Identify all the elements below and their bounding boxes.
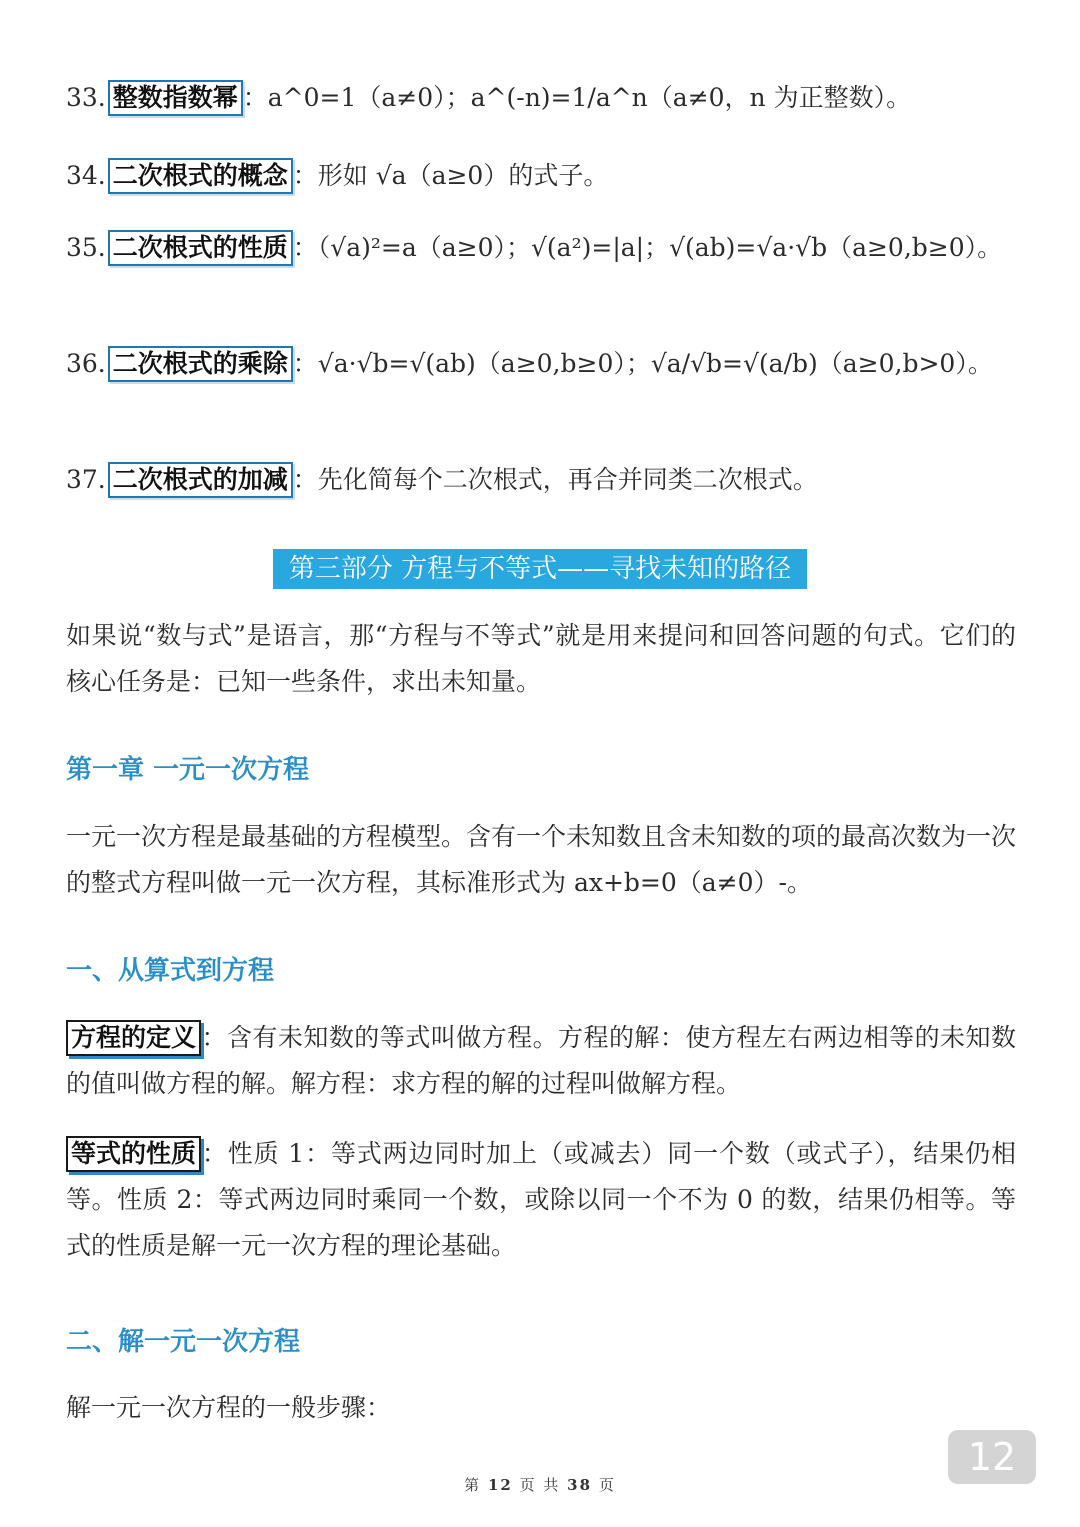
footer-suffix: 页 bbox=[598, 1476, 616, 1494]
item-text: ：a^0=1（a≠0）；a^(-n)=1/a^n（a≠0，n 为正整数）。 bbox=[242, 83, 912, 112]
item-number: 37. bbox=[66, 465, 106, 494]
item-term: 二次根式的乘除 bbox=[108, 346, 293, 382]
footer-prefix: 第 bbox=[464, 1476, 482, 1494]
definition-equality-properties bbox=[66, 1131, 1016, 1269]
page-footer bbox=[0, 1474, 1080, 1495]
item-number: 34. bbox=[66, 161, 106, 190]
item-text: ：先化简每个二次根式，再合并同类二次根式。 bbox=[292, 465, 818, 494]
definition-text: ：含有未知数的等式叫做方程。方程的解：使方程左右两边相等的未知数的值叫做方程的解。解方程：求方程的解的过程叫做解方程。 bbox=[66, 1023, 1016, 1098]
item-text: ：（√a)²=a（a≥0）；√(a²)=|a|；√(ab)=√a·√b（a≥0,b≥0）。 bbox=[292, 233, 1003, 262]
item-term: 整数指数幂 bbox=[108, 80, 243, 116]
chapter-title: 第一章 一元一次方程 bbox=[66, 755, 310, 785]
page-number-badge: 12 bbox=[948, 1430, 1036, 1484]
item-37 bbox=[66, 458, 1026, 502]
item-term: 二次根式的加减 bbox=[108, 462, 293, 498]
part-title: 第三部分 方程与不等式——寻找未知的路径 bbox=[273, 549, 807, 589]
intro-paragraph: 如果说“数与式”是语言，那“方程与不等式”就是用来提问和回答问题的句式。它们的核心任务是：已知一些条件，求出未知量。 bbox=[66, 621, 1016, 696]
item-term: 二次根式的性质 bbox=[108, 230, 293, 266]
item-number: 35. bbox=[66, 233, 106, 262]
footer-current-page: 12 bbox=[487, 1476, 513, 1494]
definition-equation bbox=[66, 1015, 1016, 1107]
footer-total-pages: 38 bbox=[567, 1476, 593, 1494]
item-35 bbox=[66, 225, 1016, 271]
item-text: ：√a·√b=√(ab)（a≥0,b≥0）；√a/√b=√(a/b)（a≥0,b>0）。 bbox=[292, 349, 993, 378]
steps-intro: 解一元一次方程的一般步骤： bbox=[66, 1393, 392, 1422]
footer-middle: 页 共 bbox=[519, 1476, 561, 1494]
definition-text: ：性质 1：等式两边同时加上（或减去）同一个数（或式子），结果仍相等。性质 2：等式两边同时乘同一个数，或除以同一个不为 0 的数，结果仍相等。等式的性质是解一元一次方程的理论基础。 bbox=[66, 1139, 1016, 1260]
item-33 bbox=[66, 76, 1026, 120]
item-number: 36. bbox=[66, 349, 106, 378]
item-number: 33. bbox=[66, 83, 106, 112]
item-34 bbox=[66, 154, 1026, 198]
section-title-2: 二、解一元一次方程 bbox=[66, 1327, 301, 1357]
item-36 bbox=[66, 341, 1016, 387]
section-title-1: 一、从算式到方程 bbox=[66, 956, 275, 986]
item-term: 二次根式的概念 bbox=[108, 158, 293, 194]
definition-term: 方程的定义 bbox=[66, 1020, 201, 1056]
item-text: ：形如 √a（a≥0）的式子。 bbox=[292, 161, 609, 190]
definition-term: 等式的性质 bbox=[66, 1136, 201, 1172]
chapter-intro: 一元一次方程是最基础的方程模型。含有一个未知数且含未知数的项的最高次数为一次的整式方程叫做一元一次方程，其标准形式为 ax+b=0（a≠0）-。 bbox=[66, 822, 1017, 897]
